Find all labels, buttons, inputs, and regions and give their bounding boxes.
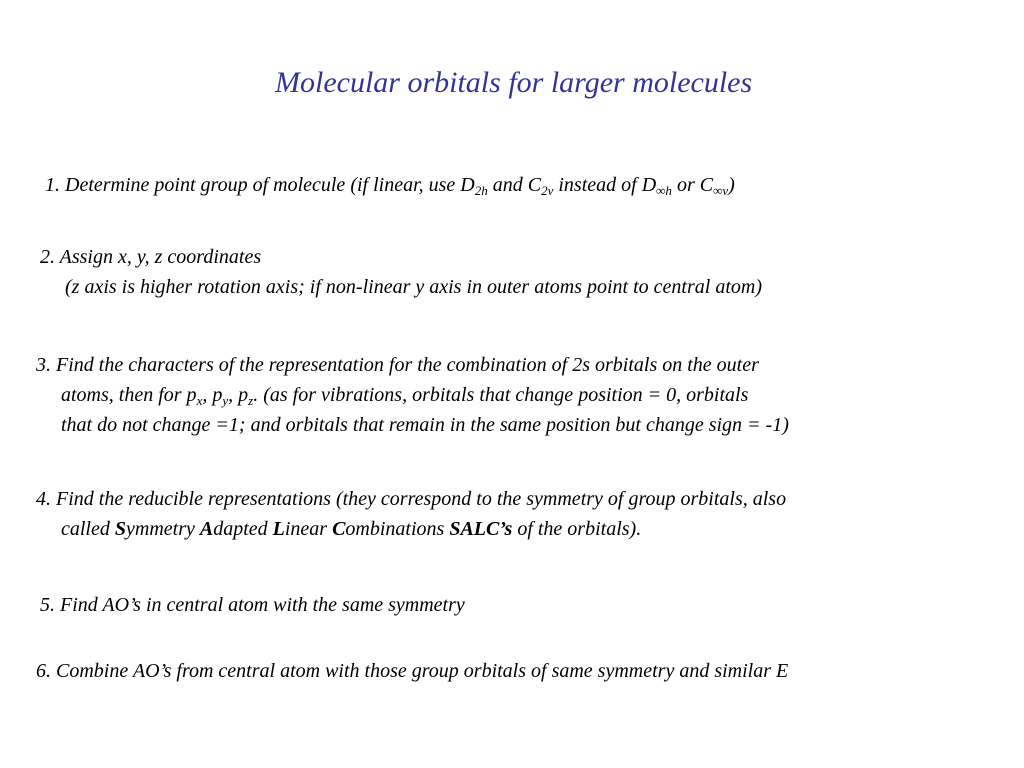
step-1-sub-cinfv: ∞v <box>713 183 729 198</box>
step-3-text-a: atoms, then for p <box>61 384 197 406</box>
step-4-linear: inear <box>284 518 333 540</box>
step-1 <box>45 170 735 200</box>
step-3-line-1: 3. Find the characters of the representation for the combination of 2s orbitals on the outer <box>36 354 759 376</box>
step-4-line-2 <box>36 514 786 544</box>
step-2-line-1: 2. Assign x, y, z coordinates <box>40 246 262 268</box>
step-1-text-d: or C <box>671 174 714 196</box>
step-4-line-1: 4. Find the reducible representations (they correspond to the symmetry of group orbitals, also <box>36 488 787 510</box>
step-4-called: called <box>61 518 115 540</box>
step-1-text-b: and C <box>487 174 542 196</box>
step-1-text-e: ) <box>728 174 735 196</box>
step-4-salcs: SALC’s <box>449 518 513 540</box>
step-4-end: of the orbitals). <box>512 518 642 540</box>
step-4 <box>36 484 786 544</box>
step-4-bold-s: S <box>114 518 126 540</box>
step-6: 6. Combine AO’s from central atom with those group orbitals of same symmetry and similar E <box>36 660 789 682</box>
step-3-sub-z: z <box>248 393 254 408</box>
step-3-text-d: . (as for vibrations, orbitals that change position = 0, orbitals <box>253 384 749 406</box>
step-4-symmetry: ymmetry <box>126 518 200 540</box>
step-1-text-c: instead of D <box>553 174 657 196</box>
step-3-line-2 <box>36 380 789 410</box>
step-4-combinations: ombinations <box>345 518 450 540</box>
step-3-line-3: that do not change =1; and orbitals that remain in the same position but change sign = -1) <box>61 414 789 436</box>
step-4-adapted: dapted <box>213 518 273 540</box>
step-4-bold-a: A <box>199 518 214 540</box>
step-4-bold-l: L <box>272 518 285 540</box>
step-3 <box>36 350 789 440</box>
slide-title: Molecular orbitals for larger molecules <box>275 66 753 99</box>
step-1-text-a: 1. Determine point group of molecule (if linear, use D <box>45 174 475 196</box>
step-5: 5. Find AO’s in central atom with the same symmetry <box>40 594 465 616</box>
step-1-sub-dinfh: ∞h <box>656 183 672 198</box>
step-3-text-b: , p <box>202 384 223 406</box>
step-1-sub-c2v: 2v <box>541 183 554 198</box>
step-2-line-2: (z axis is higher rotation axis; if non-linear y axis in outer atoms point to central atom) <box>65 276 762 298</box>
step-2 <box>40 242 762 302</box>
step-3-sub-y: y <box>222 393 229 408</box>
step-4-bold-c: C <box>332 518 346 540</box>
step-3-text-c: , p <box>228 384 249 406</box>
step-1-sub-d2h: 2h <box>474 183 488 198</box>
step-3-sub-x: x <box>196 393 203 408</box>
